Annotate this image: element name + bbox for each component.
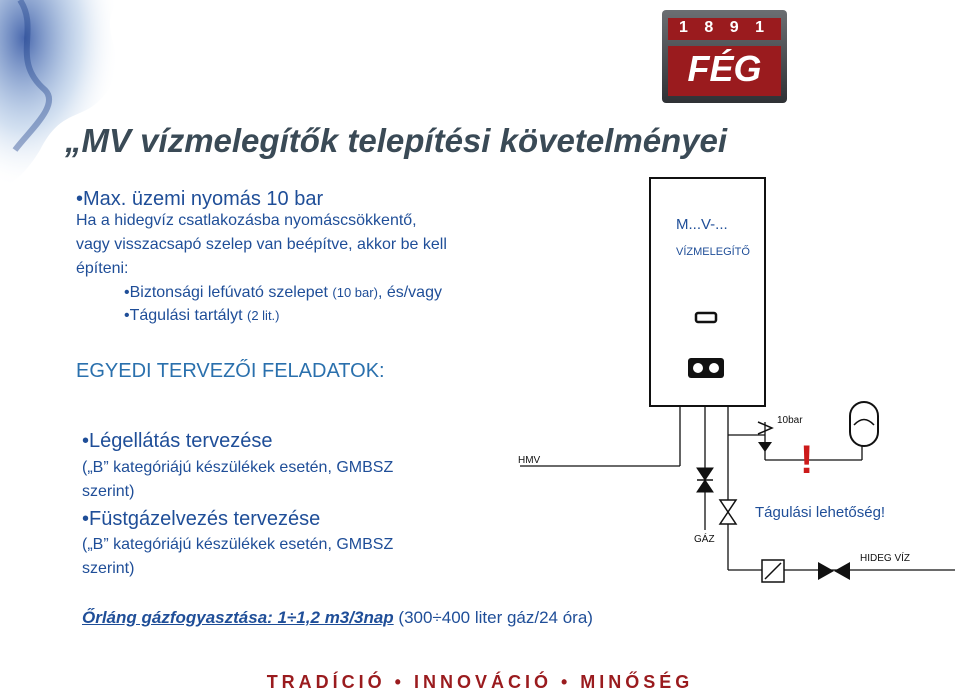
task-flue-line2: szerint) [82, 560, 135, 577]
flame-decoration [0, 0, 190, 190]
safety-valve-end: , és/vagy [377, 284, 442, 301]
check-valve [818, 562, 834, 580]
sub-bullet-safety-valve: •Biztonsági lefúvató szelepet (10 bar), és/vagy [124, 284, 442, 301]
feg-logo [662, 10, 787, 103]
expansion-possibility: Tágulási lehetőség! [755, 504, 886, 521]
cold-water-valve [720, 500, 736, 524]
installation-diagram [500, 170, 960, 600]
logo-year: 1 8 9 1 [679, 19, 770, 36]
heater-model: M...V-... [676, 216, 728, 233]
info-line-1: Ha a hidegvíz csatlakozásba nyomáscsökkentő, [76, 212, 417, 229]
info-line-2: vagy visszacsapó szelep van beépítve, akkor be kell [76, 236, 447, 253]
control-knob-1 [693, 363, 703, 373]
page-title: „MV vízmelegítők telepítési követelményei [65, 122, 728, 159]
logo-brand: FÉG [687, 48, 762, 89]
footer-slogan: TRADÍCIÓ • INNOVÁCIÓ • MINŐSÉG [266, 672, 694, 692]
pressure-10bar-label: 10bar [777, 415, 803, 426]
heater-device-label: VÍZMELEGÍTŐ [676, 246, 750, 258]
pilot-consumption [82, 608, 593, 628]
safety-valve-text: Biztonsági lefúvató szelepet [129, 284, 328, 301]
pilot-consumption-bold: Őrláng gázfogyasztása: 1÷1,2 m3/3nap [82, 608, 394, 627]
max-pressure-text: Max. üzemi nyomás 10 bar [83, 188, 324, 210]
hmv-label: HMV [518, 455, 541, 466]
sub-bullet-expansion-tank: •Tágulási tartályt (2 lit.) [124, 307, 280, 324]
warning-exclamation: ! [800, 438, 814, 482]
pilot-consumption-daily: (300÷400 liter gáz/24 óra) [398, 608, 593, 627]
bullet-max-pressure: •Max. üzemi nyomás 10 bar [76, 188, 324, 210]
task-flue: •Füstgázelvezés tervezése [82, 508, 321, 530]
safety-valve-bar: (10 bar) [332, 285, 378, 300]
task-flue-title: Füstgázelvezés tervezése [89, 508, 321, 530]
task-air-supply-line2: szerint) [82, 483, 135, 500]
task-air-supply: •Légellátás tervezése [82, 430, 273, 452]
gas-label: GÁZ [694, 534, 715, 545]
control-knob-2 [709, 363, 719, 373]
expansion-tank-text: Tágulási tartályt [129, 307, 243, 324]
task-air-supply-title: Légellátás tervezése [89, 430, 273, 452]
task-air-supply-line1: („B” kategóriájú készülékek esetén, GMBSZ [82, 459, 394, 476]
task-flue-line1: („B” kategóriájú készülékek esetén, GMBSZ [82, 536, 394, 553]
safety-valve [758, 442, 772, 452]
info-line-3: építeni: [76, 260, 129, 277]
expansion-tank-volume: (2 lit.) [247, 308, 280, 323]
cold-water-label: HIDEG VÍZ [860, 553, 911, 564]
egyedi-heading: EGYEDI TERVEZŐI FELADATOK: [76, 360, 385, 382]
